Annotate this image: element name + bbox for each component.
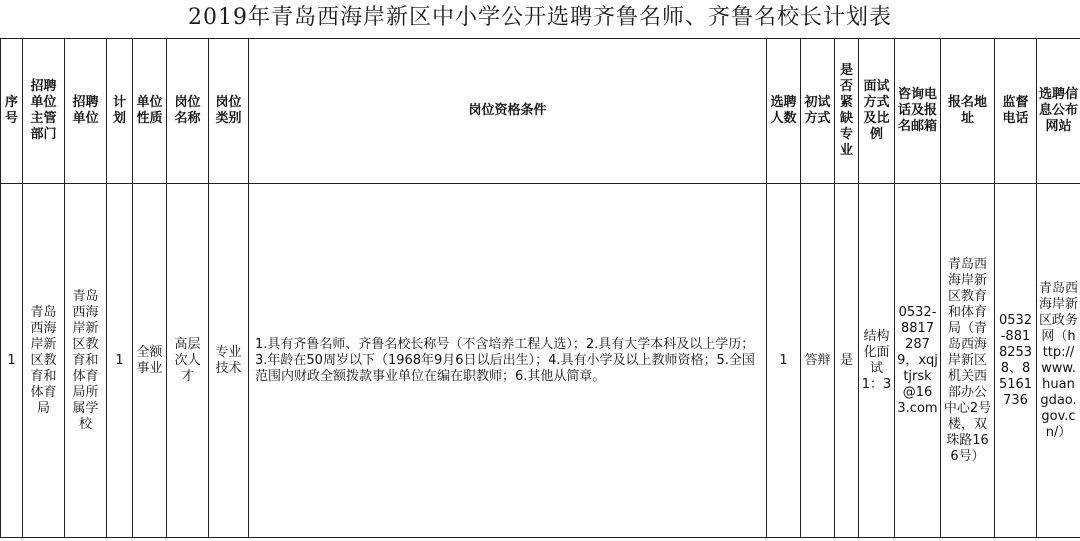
header-shortage: 是否紧缺专业 [835,39,859,184]
table-header-row [1,39,1080,184]
cell-supervisor: 青岛西海岸新区教育和体育局 [23,184,65,538]
cell-supervise-phone: 0532-88182538、85161736 [995,184,1037,538]
header-hires: 选聘人数 [767,39,801,184]
header-interview: 面试方式及比例 [859,39,895,184]
header-first-exam: 初试方式 [801,39,835,184]
cell-shortage: 是 [835,184,859,538]
header-unit-nature: 单位性质 [133,39,167,184]
cell-unit: 青岛西海岸新区教育和体育局所属学校 [65,184,107,538]
header-supervise-phone: 监督电话 [995,39,1037,184]
header-post-name: 岗位名称 [167,39,209,184]
cell-post-type: 专业技术 [209,184,249,538]
cell-hires: 1 [767,184,801,538]
cell-interview: 结构化面试1：3 [859,184,895,538]
recruitment-plan-table [0,38,1080,538]
header-website: 选聘信息公布网站 [1037,39,1080,184]
header-contact: 咨询电话及报名邮箱 [895,39,941,184]
cell-plan: 1 [107,184,133,538]
cell-qualifications: 1.具有齐鲁名师、齐鲁名校长称号（不含培养工程人选）；2.具有大学本科及以上学历；3.年龄在50周岁以下（1968年9月6日以后出生）；4.具有小学及以上教师资格；5.全国范围内财政全额拨款事业单位在编在职教师；6.其他从简章。 [249,184,767,538]
page-title: 2019年青岛西海岸新区中小学公开选聘齐鲁名师、齐鲁名校长计划表 [188,5,892,30]
header-post-type: 岗位类别 [209,39,249,184]
header-plan: 计划 [107,39,133,184]
header-seq: 序号 [1,39,23,184]
cell-first-exam: 答辩 [801,184,835,538]
header-address: 报名地址 [941,39,995,184]
cell-contact: 0532-88172879，xqjtjrsk@163.com [895,184,941,538]
cell-unit-nature: 全额事业 [133,184,167,538]
header-supervisor: 招聘单位主管部门 [23,39,65,184]
table-row [1,184,1080,538]
header-unit: 招聘单位 [65,39,107,184]
cell-address: 青岛西海岸新区教育和体育局（青岛西海岸新区机关西部办公中心2号楼，双珠路166号） [941,184,995,538]
cell-seq: 1 [1,184,23,538]
header-qualifications: 岗位资格条件 [249,39,767,184]
cell-website: 青岛西海岸新区政务网（http://www.huangdao.gov.cn/） [1037,184,1080,538]
cell-post-name: 高层次人才 [167,184,209,538]
